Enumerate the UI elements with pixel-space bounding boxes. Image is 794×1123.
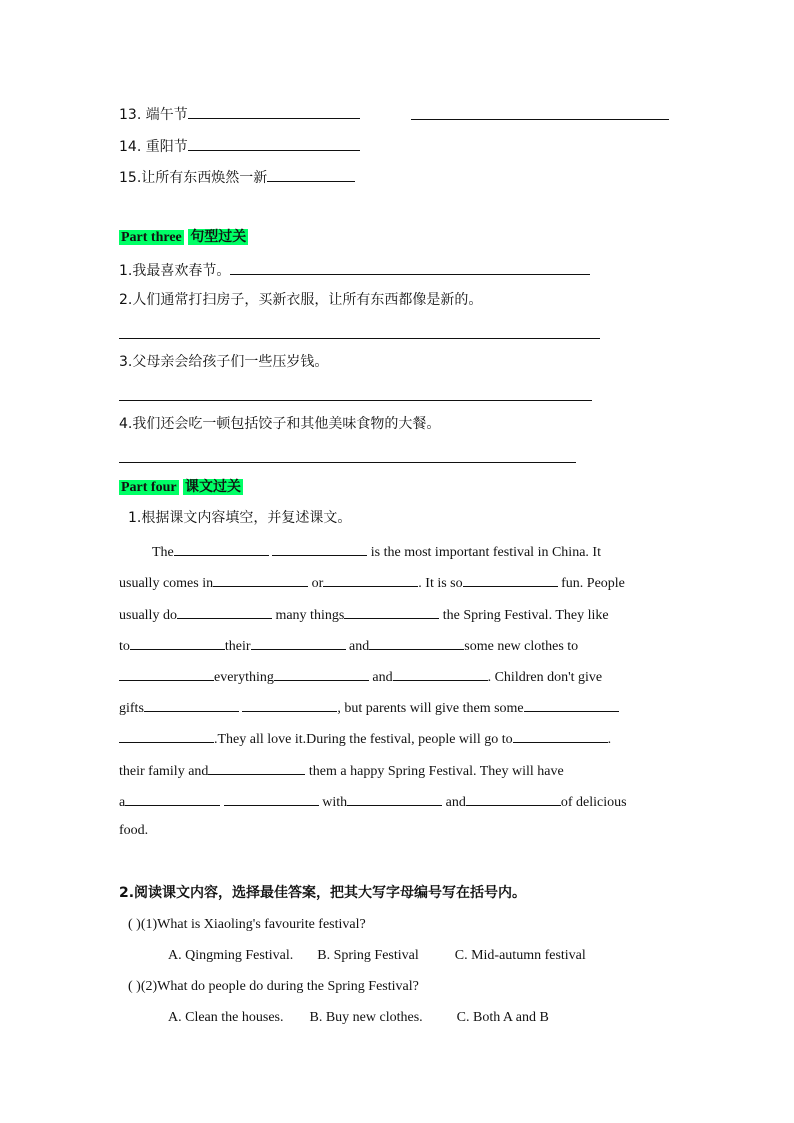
sentence-q1-text: 1.我最喜欢春节。 <box>119 263 231 279</box>
answer-line[interactable] <box>119 462 576 463</box>
mc-options-2 <box>168 1009 549 1027</box>
answer-blank[interactable] <box>267 167 355 182</box>
answer-blank[interactable] <box>188 136 360 151</box>
cloze-text: of delicious <box>560 795 627 810</box>
cloze-blank[interactable] <box>272 541 367 556</box>
cloze-line-9 <box>119 791 627 812</box>
cloze-text: a <box>119 795 126 810</box>
cloze-blank[interactable] <box>177 604 272 619</box>
sentence-q1 <box>119 260 590 280</box>
cloze-line-4 <box>119 635 578 656</box>
cloze-line-3 <box>119 604 609 625</box>
cloze-text: them a happy Spring Festival. They will have <box>308 764 564 779</box>
answer-line[interactable] <box>119 400 592 401</box>
cloze-blank[interactable] <box>242 697 337 712</box>
vocab-item-13 <box>119 104 360 124</box>
instruction-1: 1.根据课文内容填空，并复述课文。 <box>128 510 352 526</box>
cloze-text: The <box>152 545 174 560</box>
cloze-blank[interactable] <box>119 666 214 681</box>
cloze-blank[interactable] <box>130 635 225 650</box>
cloze-blank[interactable] <box>347 791 442 806</box>
cloze-text: and <box>372 670 393 685</box>
cloze-text: and <box>445 795 466 810</box>
cloze-text: the Spring Festival. They like <box>442 608 609 623</box>
cloze-blank[interactable] <box>213 572 308 587</box>
vocab-item-15 <box>119 167 355 187</box>
cloze-line-1 <box>152 541 601 562</box>
part-four-heading <box>119 478 243 497</box>
cloze-line-10: food. <box>119 823 149 838</box>
part-three-heading <box>119 228 248 247</box>
cloze-blank[interactable] <box>174 541 269 556</box>
cloze-blank[interactable] <box>393 666 488 681</box>
cloze-text: . Children don't give <box>487 670 603 685</box>
cloze-text: their family and <box>119 764 209 779</box>
cloze-text: is the most important festival in China. It <box>370 545 601 560</box>
answer-paren[interactable]: ( ) <box>128 979 141 994</box>
cloze-text: to <box>119 639 130 654</box>
mc-question-text: (2)What do people do during the Spring Festival? <box>140 979 419 994</box>
cloze-text: and <box>349 639 370 654</box>
cloze-text: their <box>224 639 251 654</box>
cloze-blank[interactable] <box>369 635 464 650</box>
answer-blank[interactable] <box>188 104 360 119</box>
cloze-blank[interactable] <box>323 572 418 587</box>
mc-option: C. Mid-autumn festival <box>454 948 586 963</box>
sentence-q4: 4.我们还会吃一顿包括饺子和其他美味食物的大餐。 <box>119 416 441 432</box>
answer-line[interactable] <box>119 338 600 339</box>
vocab-item-14-label: 14. 重阳节 <box>119 139 188 155</box>
mc-question-2 <box>128 978 419 996</box>
cloze-blank[interactable] <box>251 635 346 650</box>
answer-blank[interactable] <box>411 119 669 120</box>
mc-question-1 <box>128 916 366 934</box>
cloze-text: many things <box>275 608 345 623</box>
mc-option: A. Clean the houses. <box>168 1010 284 1025</box>
cloze-text: fun. People <box>561 576 625 591</box>
cloze-line-5 <box>119 666 602 687</box>
cloze-blank[interactable] <box>344 604 439 619</box>
answer-paren[interactable]: ( ) <box>128 917 141 932</box>
cloze-text: or <box>311 576 324 591</box>
cloze-blank[interactable] <box>513 728 608 743</box>
mc-options-1 <box>168 947 586 965</box>
cloze-blank[interactable] <box>224 791 319 806</box>
part-four-heading-cn: 课文过关 <box>185 479 242 495</box>
part-three-heading-en: Part three <box>121 230 182 245</box>
mc-option: C. Both A and B <box>456 1010 549 1025</box>
answer-blank[interactable] <box>230 260 590 275</box>
cloze-blank[interactable] <box>274 666 369 681</box>
cloze-line-8 <box>119 760 564 781</box>
cloze-line-7 <box>119 728 611 749</box>
mc-option: B. Buy new clothes. <box>309 1010 423 1025</box>
vocab-item-13-label: 13. 端午节 <box>119 107 188 123</box>
vocab-item-14 <box>119 136 360 156</box>
mc-option: B. Spring Festival <box>317 948 419 963</box>
cloze-blank[interactable] <box>524 697 619 712</box>
cloze-text: everything <box>214 670 274 685</box>
sentence-q3: 3.父母亲会给孩子们一些压岁钱。 <box>119 354 329 370</box>
cloze-blank[interactable] <box>144 697 239 712</box>
cloze-text: some new clothes to <box>464 639 579 654</box>
cloze-line-6 <box>119 697 619 718</box>
cloze-line-2 <box>119 572 625 593</box>
cloze-blank[interactable] <box>463 572 558 587</box>
cloze-blank[interactable] <box>208 760 305 775</box>
cloze-text: . <box>607 732 612 747</box>
sentence-q2: 2.人们通常打扫房子，买新衣服，让所有东西都像是新的。 <box>119 292 483 308</box>
cloze-blank[interactable] <box>466 791 561 806</box>
mc-option: A. Qingming Festival. <box>168 948 294 963</box>
cloze-text: usually comes in <box>119 576 214 591</box>
cloze-text: with <box>322 795 348 810</box>
cloze-text: usually do <box>119 608 177 623</box>
instruction-2: 2.阅读课文内容，选择最佳答案，把其大写字母编号写在括号内。 <box>119 885 527 901</box>
cloze-text: . It is so <box>418 576 463 591</box>
mc-question-text: (1)What is Xiaoling's favourite festival? <box>140 917 366 932</box>
cloze-text: gifts <box>119 701 144 716</box>
cloze-text: , but parents will give them some <box>337 701 524 716</box>
part-three-heading-cn: 句型过关 <box>190 229 247 245</box>
vocab-item-15-label: 15.让所有东西焕然一新 <box>119 170 268 186</box>
cloze-blank[interactable] <box>119 728 214 743</box>
cloze-text: .They all love it.During the festival, people will go to <box>214 732 513 747</box>
part-four-heading-en: Part four <box>121 480 177 495</box>
cloze-blank[interactable] <box>125 791 220 806</box>
